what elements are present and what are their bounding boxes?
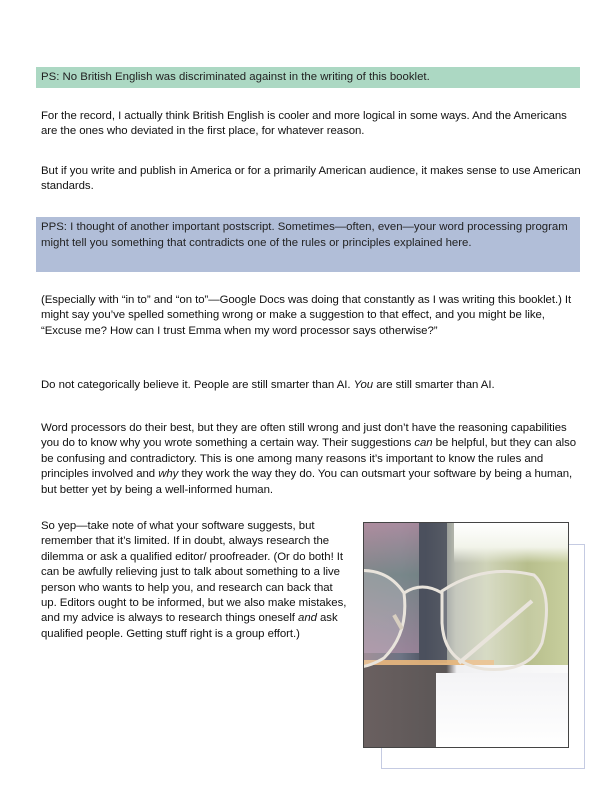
ps-callout	[36, 67, 580, 88]
emphasis-can: can	[414, 437, 433, 450]
eyeglasses-icon	[364, 523, 569, 748]
emphasis-and: and	[298, 612, 317, 625]
glasses-right-lens	[442, 571, 547, 669]
paragraph-british-english: For the record, I actually think British English is cooler and more logical in some ways. And the Americans are the ones who deviated in the first place, for whatever reason.	[41, 110, 567, 138]
paragraph-american-standards: But if you write and publish in America or for a primarily American audience, it makes sense to use American standards.	[41, 165, 581, 193]
eyeglasses-photo	[363, 522, 569, 748]
text-run: ask qualified people. Getting stuff right is a group effort.)	[41, 612, 338, 640]
paragraph-google-docs: (Especially with “in to” and “on to”—Google Docs was doing that constantly as I was writing this booklet.) It might say you’ve spelled something wrong or make a suggestion to that effect, and you might be like, “Excuse me? How can I trust Emma when my word processor says otherwise?”	[41, 294, 572, 337]
emphasis-you: You	[353, 379, 374, 391]
paragraph-word-processors	[41, 421, 581, 498]
paragraph-so-yep	[41, 519, 351, 642]
text-run: are still smarter than AI.	[373, 379, 495, 391]
text-run: be helpful, but they can also be confusing and contradictory. This is one among many reasons it’s important to know the rules and principles involved and	[41, 437, 577, 481]
text-run: Do not categorically believe it. People are still smarter than AI.	[41, 379, 354, 391]
text-run: So yep—take note of what your software suggests, but remember that it’s limited. If in doubt, always research the dilemma or ask a qualified editor/ proofreader. (Or do both! It can be awfully relieving just to talk about something to a live person who wants to help you, and research can back that up. Editors ought to be informed, but we also make mistakes, and my advice is always to research things oneself	[41, 520, 347, 625]
text-run: they work the way they do. You can outsmart your software by being a human, but better yet by being a well-informed human.	[41, 468, 573, 496]
paragraph-smarter-than-ai	[41, 378, 581, 393]
glasses-bridge	[404, 587, 442, 593]
glasses-left-lens	[364, 571, 405, 668]
emphasis-why: why	[158, 468, 179, 481]
text-run: Word processors do their best, but they are often still wrong and just don’t have the reasoning capabilities you do to know why you wrote something a certain way. Their suggestions	[41, 422, 567, 450]
pps-callout-text: PPS: I thought of another important postscript. Sometimes—often, even—your word processing program might tell you something that contradicts one of the rules or principles explained here.	[41, 221, 568, 249]
pps-callout	[36, 217, 580, 272]
ps-callout-text: PS: No British English was discriminated against in the writing of this booklet.	[41, 71, 430, 83]
